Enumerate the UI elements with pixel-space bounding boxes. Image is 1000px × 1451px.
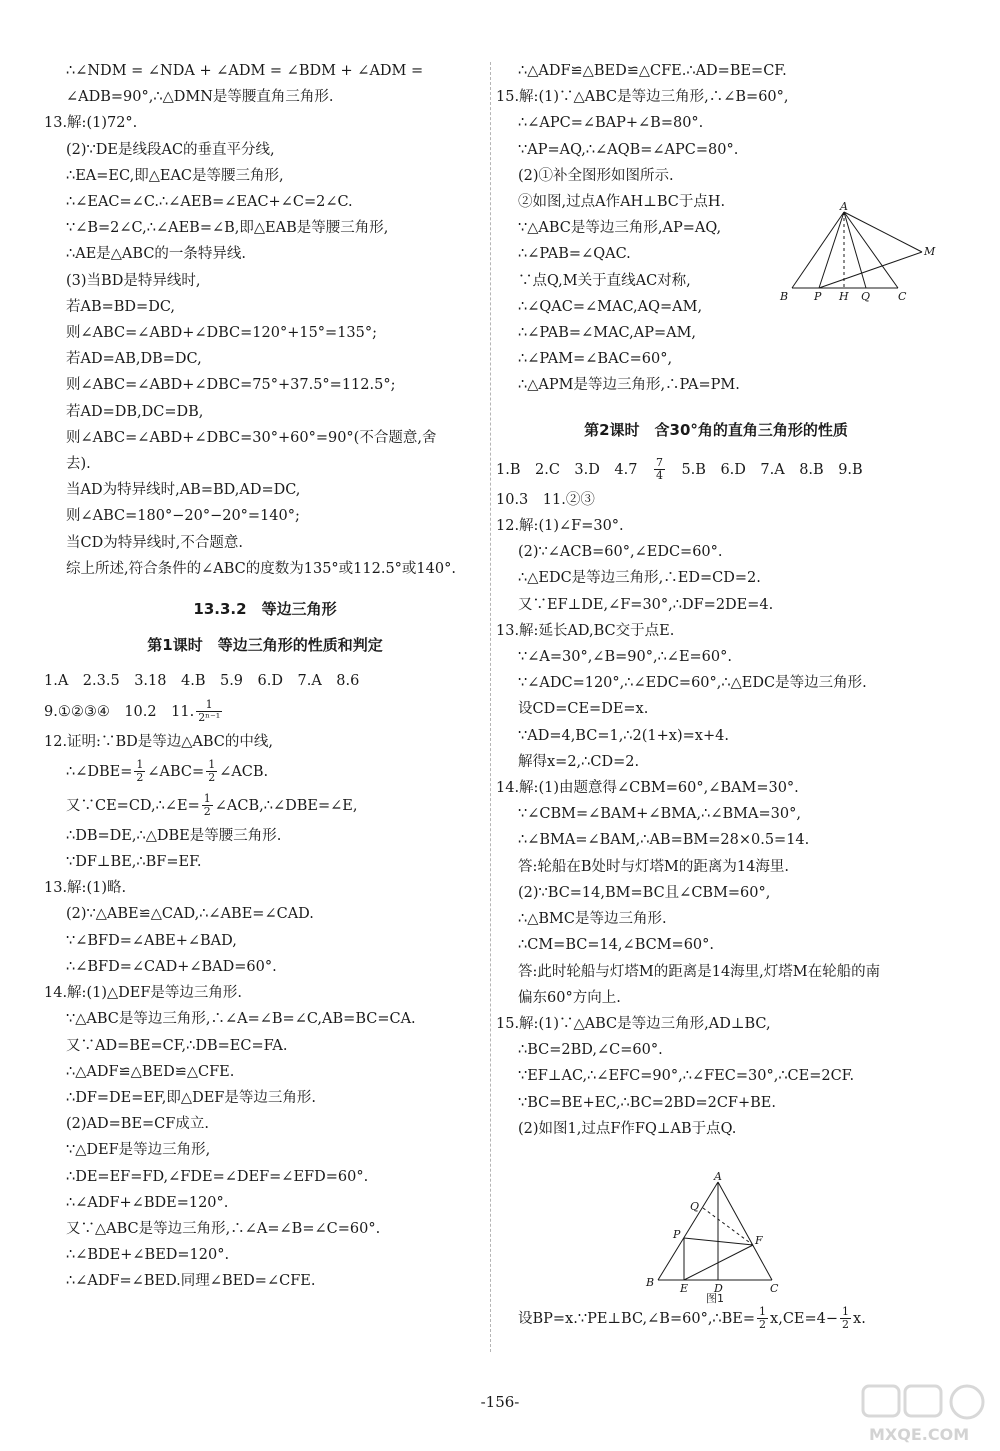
column-divider xyxy=(490,62,491,1352)
answer-line: (2)如图1,过点F作FQ⊥AB于点Q. xyxy=(518,1120,737,1137)
text-seg: x. xyxy=(853,1310,866,1327)
answer-line: ∵EF⊥AC,∴∠EFC=90°,∴∠FEC=30°,∴CE=2CF. xyxy=(518,1068,855,1085)
answer-line: ∴∠PAB=∠QAC. xyxy=(518,246,631,263)
frac-denominator: 2 xyxy=(842,1318,850,1332)
label-q: Q xyxy=(861,290,871,303)
label-p: P xyxy=(814,290,822,303)
answer-line: ∵∠A=30°,∠B=90°,∴∠E=60°. xyxy=(518,649,732,666)
label-h: H xyxy=(839,290,849,303)
text-seg: ∠ACB,∴∠DBE=∠E, xyxy=(214,797,358,814)
answer-line: ∵△ABC是等边三角形,AP=AQ, xyxy=(518,220,722,237)
answer-line: (3)当BD是特异线时, xyxy=(66,272,201,289)
q12-intro: 12.证明:∵BD是等边△ABC的中线, xyxy=(44,733,273,750)
text-seg: 1.B 2.C 3.D 4.7 xyxy=(496,461,652,478)
answer-line: 13.解:(1)略. xyxy=(44,880,127,897)
answer-line: 答:此时轮船与灯塔M的距离是14海里,灯塔M在轮船的南 xyxy=(518,963,881,980)
answer-line: ∵AP=AQ,∴∠AQB=∠APC=80°. xyxy=(518,141,739,158)
answer-line: 若AB=BD=DC, xyxy=(66,298,176,315)
text-seg: x,CE=4− xyxy=(770,1310,839,1327)
lesson2-title: 第2课时 含30°角的直角三角形的性质 xyxy=(584,420,848,439)
fraction-half xyxy=(206,759,217,784)
answer-line: (2)AD=BE=CF成立. xyxy=(66,1116,209,1133)
segment-qf xyxy=(703,1208,753,1245)
answer-line: ∴DE=EF=FD,∠FDE=∠DEF=∠EFD=60°. xyxy=(66,1168,369,1185)
segment-pm xyxy=(819,252,922,288)
lesson1-answers-prefix: 9.①②③④ 10.2 11. xyxy=(44,703,195,720)
figure-caption: 图1 xyxy=(706,1292,724,1304)
answer-line: ∴∠ADF+∠BDE=120°. xyxy=(66,1194,229,1211)
segment-ab xyxy=(792,212,844,288)
frac-denominator: 2 xyxy=(208,771,216,785)
frac-denominator: 4 xyxy=(655,469,663,483)
answer-line: ∴△APM是等边三角形,∴PA=PM. xyxy=(518,377,740,394)
answer-line: 13.解:延长AD,BC交于点E. xyxy=(496,622,675,639)
svg-text:MXQE.COM: MXQE.COM xyxy=(869,1425,970,1444)
frac-numerator: 7 xyxy=(655,456,663,470)
fraction-half xyxy=(840,1306,851,1331)
last-line xyxy=(496,1302,936,1336)
fraction-one-over-power xyxy=(196,699,222,724)
left-answer-block-1 xyxy=(44,58,486,582)
answer-line: 14.解:(1)△DEF是等边三角形. xyxy=(44,985,243,1002)
label-q: Q xyxy=(690,1200,700,1213)
page-number: -156- xyxy=(480,1393,520,1411)
answer-line: ∵∠ADC=120°,∴∠EDC=60°,∴△EDC是等边三角形. xyxy=(518,675,867,692)
answer-line: ∴△ADF≌△BED≌△CFE.∴AD=BE=CF. xyxy=(518,63,787,79)
q12-line3 xyxy=(44,789,486,823)
answer-line: (2)①补全图形如图所示. xyxy=(518,167,674,184)
segment-aq xyxy=(844,212,866,288)
answer-line: ∴DF=DE=EF,即△DEF是等边三角形. xyxy=(66,1089,316,1106)
answer-line: ∵∠CBM=∠BAM+∠BMA,∴∠BMA=30°, xyxy=(518,806,801,823)
q12-line2 xyxy=(44,755,486,789)
label-b: B xyxy=(780,290,789,303)
label-e: E xyxy=(680,1282,689,1295)
answer-line: ∵∠BFD=∠ABE+∠BAD, xyxy=(66,932,237,949)
answer-line: ∴∠NDM = ∠NDA + ∠ADM = ∠BDM + ∠ADM = xyxy=(66,63,424,79)
label-c: C xyxy=(770,1282,779,1295)
answer-line: ∴AE是△ABC的一条特异线. xyxy=(66,246,247,263)
answer-line: ∵点Q,M关于直线AC对称, xyxy=(518,272,691,289)
left-column xyxy=(44,58,486,1295)
answer-line: 13.解:(1)72°. xyxy=(44,115,138,132)
answer-line: ∠ADB=90°,∴△DMN是等腰直角三角形. xyxy=(66,89,334,106)
lesson2-answers-line1 xyxy=(496,453,936,487)
text-seg: 又∵CE=CD,∴∠E= xyxy=(66,797,200,814)
segment-ap xyxy=(819,212,844,288)
label-m: M xyxy=(924,245,936,258)
triangle-figure-1 xyxy=(640,1172,790,1304)
answer-line: 当CD为特异线时,不合题意. xyxy=(66,534,243,551)
answer-line: 去). xyxy=(66,456,91,473)
triangle-figure-q15 xyxy=(774,200,944,310)
answer-line: 偏东60°方向上. xyxy=(518,989,621,1006)
segment-am xyxy=(844,212,922,252)
answer-line: ∴∠PAB=∠MAC,AP=AM, xyxy=(518,325,697,342)
label-f: F xyxy=(755,1234,763,1247)
frac-denominator: 2 xyxy=(203,805,211,819)
answer-line: ∵BC=BE+EC,∴BC=2BD=2CF+BE. xyxy=(518,1094,776,1111)
answer-line: ∴∠BDE+∠BED=120°. xyxy=(66,1247,230,1264)
label-b: B xyxy=(646,1276,655,1289)
answer-line: 综上所述,符合条件的∠ABC的度数为135°或112.5°或140°. xyxy=(66,560,456,577)
frac-numerator: 1 xyxy=(196,699,222,712)
text-seg: ∠ACB. xyxy=(219,763,269,780)
answer-line: ∴DB=DE,∴△DBE是等腰三角形. xyxy=(66,827,282,844)
text-seg: ∴∠DBE= xyxy=(66,763,133,780)
text-seg: 5.B 6.D 7.A 8.B 9.B xyxy=(666,461,863,478)
answer-line: 又∵△ABC是等边三角形,∴∠A=∠B=∠C=60°. xyxy=(66,1220,381,1237)
answer-line: 15.解:(1)∵△ABC是等边三角形,AD⊥BC, xyxy=(496,1015,771,1032)
frac-numerator: 1 xyxy=(842,1305,850,1319)
answer-line: 设CD=CE=DE=x. xyxy=(518,701,649,718)
frac-numerator: 1 xyxy=(208,758,216,772)
answer-line: ∵DF⊥BE,∴BF=EF. xyxy=(66,854,202,871)
left-answer-block-2 xyxy=(44,823,486,1295)
answer-line: (2)∵BC=14,BM=BC且∠CBM=60°, xyxy=(518,884,771,901)
answer-line: 又∵AD=BE=CF,∴DB=EC=FA. xyxy=(66,1037,288,1054)
frac-denominator: 2 xyxy=(759,1318,767,1332)
lesson1-answers-line1: 1.A 2.3.5 3.18 4.B 5.9 6.D 7.A 8.6 xyxy=(44,673,360,690)
text-seg: ∠ABC= xyxy=(147,763,205,780)
answer-line: (2)∵DE是线段AC的垂直平分线, xyxy=(66,141,275,158)
answer-line: 12.解:(1)∠F=30°. xyxy=(496,518,624,535)
answer-line: 14.解:(1)由题意得∠CBM=60°,∠BAM=30°. xyxy=(496,780,799,797)
answer-line: ∴BC=2BD,∠C=60°. xyxy=(518,1042,663,1059)
label-d: D xyxy=(714,1282,723,1295)
answer-line: ∴CM=BC=14,∠BCM=60°. xyxy=(518,937,715,954)
answer-line: 则∠ABC=∠ABD+∠DBC=120°+15°=135°; xyxy=(66,325,378,342)
lesson1-title: 第1课时 等边三角形的性质和判定 xyxy=(147,636,383,655)
answer-line: ∴△ADF≌△BED≌△CFE. xyxy=(66,1063,235,1080)
segment-ac xyxy=(718,1182,772,1280)
fraction-half xyxy=(757,1306,768,1331)
right-answer-block-2 xyxy=(496,487,936,1142)
frac-denominator: 2ⁿ⁻¹ xyxy=(198,711,221,725)
answer-line: ∴∠ADF=∠BED.同理∠BED=∠CFE. xyxy=(66,1273,316,1290)
answer-line: ②如图,过点A作AH⊥BC于点H. xyxy=(518,194,726,211)
answer-line: 则∠ABC=∠ABD+∠DBC=30°+60°=90°(不合题意,舍 xyxy=(66,429,437,446)
answer-line: 答:轮船在B处时与灯塔M的距离为14海里. xyxy=(518,858,789,875)
answer-line: 则∠ABC=∠ABD+∠DBC=75°+37.5°=112.5°; xyxy=(66,377,396,394)
answer-line: 又∵EF⊥DE,∠F=30°,∴DF=2DE=4. xyxy=(518,596,774,613)
section-title: 13.3.2 等边三角形 xyxy=(193,600,337,619)
answer-line: ∵△ABC是等边三角形,∴∠A=∠B=∠C,AB=BC=CA. xyxy=(66,1011,416,1028)
answer-line: ∴∠BMA=∠BAM,∴AB=BM=28×0.5=14. xyxy=(518,832,810,849)
answer-line: 则∠ABC=180°−20°−20°=140°; xyxy=(66,508,300,525)
fraction-half xyxy=(134,759,145,784)
segment-ab xyxy=(658,1182,718,1280)
text-seg: 设BP=x.∵PE⊥BC,∠B=60°,∴BE= xyxy=(518,1310,756,1327)
answer-line: ∴∠EAC=∠C.∴∠AEB=∠EAC+∠C=2∠C. xyxy=(66,194,353,211)
frac-numerator: 1 xyxy=(759,1305,767,1319)
answer-line: 当AD为特异线时,AB=BD,AD=DC, xyxy=(66,482,301,499)
answer-line: ∴∠PAM=∠BAC=60°, xyxy=(518,351,673,368)
frac-numerator: 1 xyxy=(136,758,144,772)
answer-line: ∴△BMC是等边三角形. xyxy=(518,911,667,928)
answer-line: 解得x=2,∴CD=2. xyxy=(518,753,640,770)
answer-line: 15.解:(1)∵△ABC是等边三角形,∴∠B=60°, xyxy=(496,89,789,106)
answer-line: 10.3 11.②③ xyxy=(496,491,595,508)
lesson1-answers-line2 xyxy=(44,695,486,729)
answer-line: ∴∠APC=∠BAP+∠B=80°. xyxy=(518,115,704,132)
label-p: P xyxy=(673,1228,681,1241)
answer-line: (2)∵△ABE≌△CAD,∴∠ABE=∠CAD. xyxy=(66,906,314,923)
fraction-seven-fourths xyxy=(654,457,665,482)
answer-line: ∴∠QAC=∠MAC,AQ=AM, xyxy=(518,298,703,315)
label-a: A xyxy=(840,200,848,213)
answer-line: 若AD=DB,DC=DB, xyxy=(66,403,204,420)
answer-line: ∴∠BFD=∠CAD+∠BAD=60°. xyxy=(66,958,277,975)
watermark-logo xyxy=(855,1380,995,1446)
answer-line: ∵AD=4,BC=1,∴2(1+x)=x+4. xyxy=(518,727,729,744)
fraction-half xyxy=(202,793,213,818)
answer-line: (2)∵∠ACB=60°,∠EDC=60°. xyxy=(518,544,723,561)
answer-line: ∵∠B=2∠C,∴∠AEB=∠B,即△EAB是等腰三角形, xyxy=(66,220,389,237)
label-a: A xyxy=(714,1172,722,1183)
answer-line: 若AD=AB,DB=DC, xyxy=(66,351,202,368)
frac-numerator: 1 xyxy=(203,792,211,806)
label-c: C xyxy=(898,290,907,303)
answer-line: ∵△DEF是等边三角形, xyxy=(66,1142,211,1159)
frac-denominator: 2 xyxy=(136,771,144,785)
answer-line: ∴EA=EC,即△EAC是等腰三角形, xyxy=(66,167,284,184)
answer-line: ∴△EDC是等边三角形,∴ED=CD=2. xyxy=(518,570,761,587)
